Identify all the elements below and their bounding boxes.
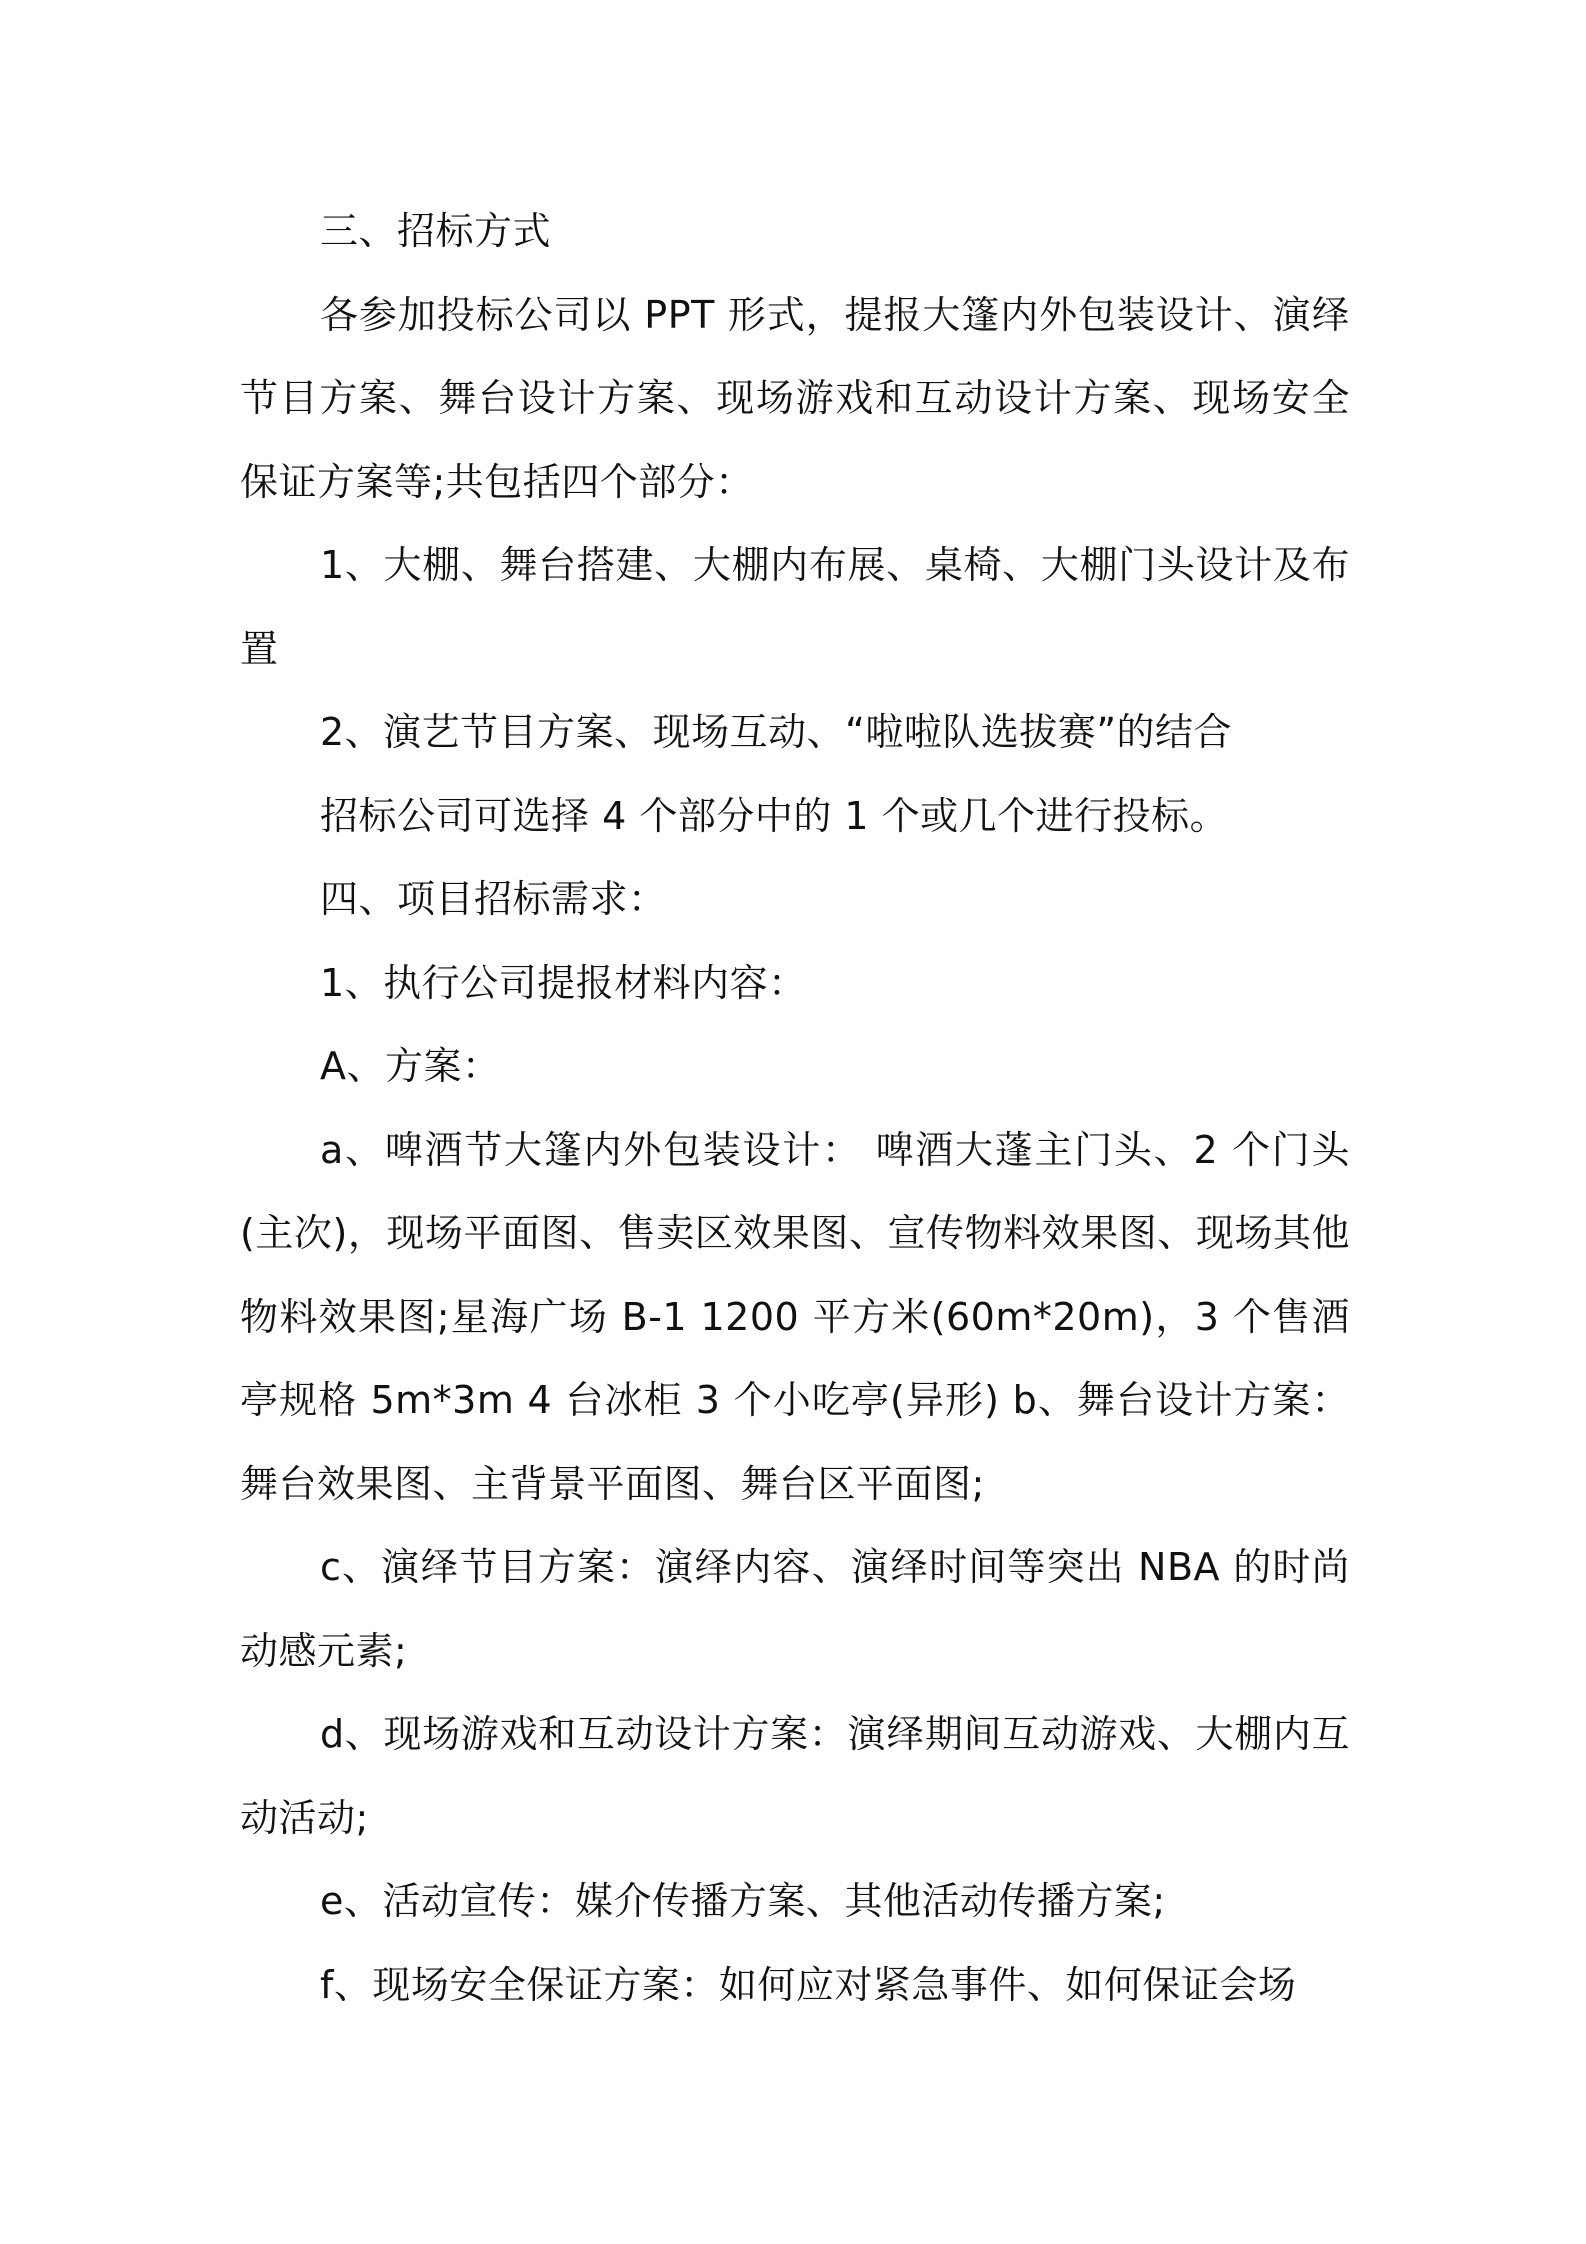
list-item-part-2: 2、演艺节目方案、现场互动、“啦啦队选拔赛”的结合 [320,710,1233,754]
sub-heading-plan: A、方案： [320,1044,501,1088]
paragraph-item-c: c、演绎节目方案：演绎内容、演绎时间等突出 NBA 的时尚动感元素; [240,1545,1350,1673]
paragraph-item-a-b: a、啤酒节大篷内外包装设计： 啤酒大蓬主门头、2 个门头(主次)，现场平面图、售卖区效果图、宣传物料效果图、现场其他物料效果图;星海广场 B-1 1200 平方米(60m*20m)，3 个售酒亭规格 5m*3m 4 台冰柜 3 个小吃亭(异形) b、舞台设计方案：舞台效果图、主背景平面图、舞台区平面图; [240,1127,1350,1506]
list-item-materials: 1、执行公司提报材料内容： [320,960,807,1005]
list-item-part-1: 1、大棚、舞台搭建、大棚内布展、桌椅、大棚门头设计及布置 [240,543,1350,671]
section-heading-bidding-method: 三、招标方式 [320,209,552,253]
paragraph-bidding-format: 各参加投标公司以 PPT 形式，提报大篷内外包装设计、演绎节目方案、舞台设计方案、现场游戏和互动设计方案、现场安全保证方案等;共包括四个部分： [240,292,1350,504]
paragraph-item-d: d、现场游戏和互动设计方案：演绎期间互动游戏、大棚内互动活动; [240,1712,1350,1840]
paragraph-bid-selection: 招标公司可选择 4 个部分中的 1 个或几个进行投标。 [320,793,1229,838]
section-heading-requirements: 四、项目招标需求： [320,877,667,921]
paragraph-item-f: f、现场安全保证方案：如何应对紧急事件、如何保证会场 [320,1962,1297,2007]
document-body [240,190,1350,2027]
paragraph-item-e: e、活动宣传：媒介传播方案、其他活动传播方案; [320,1879,1166,1923]
